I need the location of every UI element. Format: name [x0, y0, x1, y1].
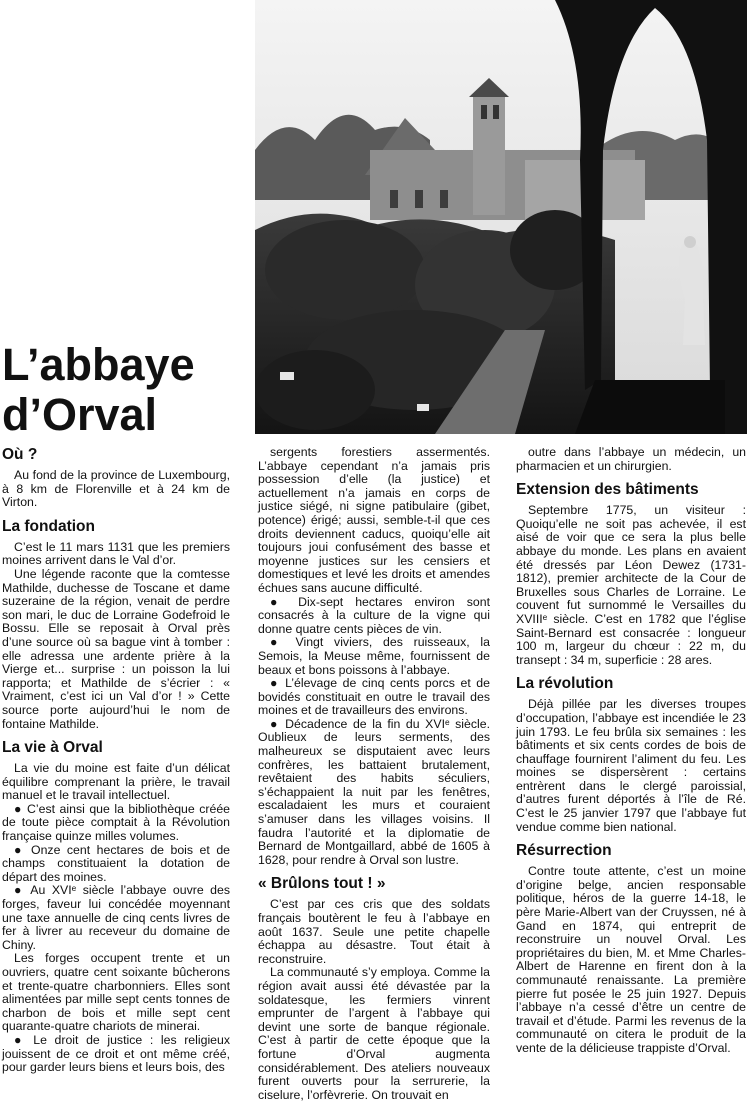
- paragraph: Contre toute attente, c’est un moine d’origine belge, ancien responsable politique, héros de la guerre 14-18, le père Marie-Albert van der Cruyssen, né à Gand en 1874, qui entreprit de reconstruire un nouvel Orval. Les propriétaires du bien, M. et Mme Charles-Albert de Harenne en firent don à la communauté renaissante. La première pierre fut posée le 25 juin 1927. Depuis l’abbaye n’a cessé d’être un centre de travail et d’étude. Parmi les revenus de la communauté on citera le produit de la vente de la délicieuse trappiste d’Orval.: [516, 864, 746, 1055]
- paragraph: Une légende raconte que la comtesse Mathilde, duchesse de Toscane et dame suzeraine de la région, venait de perdre son mari, le duc de Lorraine Godefroid le Bossu. Elle se reposait à Orval près d’une source où sa bague vint à tomber : elle adressa une ardente prière à la Vierge et... surprise : un poisson la lui rapporta; et Mathilde de s’écrier : « Vraiment, c’est ici un Val d’or ! » Cette source porte aujourd’hui le nom de fontaine Mathilde.: [2, 566, 230, 731]
- paragraph: ● Dix-sept hectares environ sont consacrés à la culture de la vigne qui donne quatre cents pièces de vin.: [258, 594, 490, 636]
- paragraph: ● C’est ainsi que la bibliothèque créée de toute pièce comptait à la Révolution française quinze milles volumes.: [2, 801, 230, 844]
- paragraph: La communauté s’y employa. Comme la région avait aussi été dévastée par la soldatesque, les fermiers vinrent emprunter de l’argent à l’abbaye qui devint une sorte de banque régionale. C’est à partir de cette époque que la fortune d’Orval augmenta considérablement. Des ateliers nouveaux furent ouverts pour la serrurerie, la ciselure, l’orfèvrerie. On trouvait en: [258, 965, 490, 1102]
- column-1: [2, 446, 230, 1075]
- paragraph: Septembre 1775, un visiteur : Quoiqu’elle ne soit pas achevée, il est aisé de voir que ce sera la plus belle abbaye du monde. Les plans en avaient été dressés par Léon Dewez (1731-1812), premier architecte de la Cour de Bruxelles sous Charles de Lorraine. Le couvent fut surnommé le Versailles du XVIIIᵉ siècle. C’est en 1782 que l’église Saint-Bernard est consacrée : longueur 100 m, largeur du chœur : 22 m, du transept : 34 m, superficie : 28 ares.: [516, 503, 746, 667]
- paragraph: outre dans l’abbaye un médecin, un pharmacien et un chirurgien.: [516, 445, 746, 473]
- section-heading: « Brûlons tout ! »: [258, 875, 386, 893]
- paragraph: ● Vingt viviers, des ruisseaux, la Semois, la Meuse même, fournissent de beaux et bons poissons à l’abbaye.: [258, 635, 490, 677]
- paragraph: Au fond de la province de Luxembourg, à 8 km de Florenville et à 24 km de Virton.: [2, 468, 230, 510]
- paragraph: ● Le droit de justice : les religieux jouissent de ce droit et ont même créé, pour garder leurs biens et leurs bois, des: [2, 1032, 230, 1075]
- paragraph: sergents forestiers assermentés. L’abbaye cependant n’a jamais pris possession d’elle (la justice) et actuellement n’a jamais en corps de justice siégé, ni signe patibulaire (gibet, potence) érigé; aussi, semble-t-il que ces droits deviennent caducs, quoiqu’elle ait toujours joui confusément des basse et moyenne justices sur les censiers et domestiques et levé les droits et amendes échues sans aucune difficulté.: [258, 445, 490, 595]
- paragraph: ● Onze cent hectares de bois et de champs constituaient la dotation de départ des moines.: [2, 842, 230, 884]
- paragraph: La vie du moine est faite d’un délicat équilibre comprenant la prière, le travail manuel et le travail intellectuel.: [2, 761, 230, 803]
- paragraph: ● Au XVIᵉ siècle l’abbaye ouvre des forges, faveur lui concédée moyennant une taxe annuelle de cinq cents livres de fer à livrer au receveur du domaine de Chiny.: [2, 883, 230, 952]
- paragraph: C’est par ces cris que des soldats français boutèrent le feu à l’abbaye en août 1637. Seule une petite chapelle échappa au désastre. Tout était à reconstruire.: [258, 897, 490, 966]
- article-title: L’abbaye d’Orval: [2, 339, 195, 440]
- section-heading: La vie à Orval: [2, 739, 103, 757]
- paragraph: ● L’élevage de cinq cents porcs et de bovidés constituait en outre le travail des moines et de travailleurs des environs.: [258, 676, 490, 718]
- paragraph: Déjà pillée par les diverses troupes d’occupation, l’abbaye est incendiée le 23 juin 1793. Le feu brûla six semaines : les bâtiments et six cents cordes de bois de chauffage fournirent l’aliment du feu. Les moines se dispersèrent : certains entrèrent dans le clergé paroissial, d’autres furent déportés à l’île de Ré. C’est le 25 janvier 1797 que l’abbaye fut vendue comme bien national.: [516, 697, 746, 834]
- paragraph: C’est le 11 mars 1131 que les premiers moines arrivent dans le Val d’or.: [2, 539, 230, 568]
- column-2: [258, 446, 490, 1102]
- section-heading: Où ?: [2, 446, 38, 463]
- abbey-photo: [255, 0, 747, 434]
- paragraph: Les forges occupent trente et un ouvriers, quatre cent soixante bûcherons et trente-quatre charbonniers. Elles sont alimentées par mille sept cents tonnes de charbon de bois et mille sept cent quarante-quatre chariots de minerai.: [2, 951, 230, 1034]
- section-heading: Résurrection: [516, 842, 612, 860]
- section-heading: Extension des bâtiments: [516, 481, 699, 499]
- section-heading: La fondation: [2, 517, 95, 535]
- section-heading: La révolution: [516, 675, 614, 693]
- column-3: [516, 446, 746, 1056]
- paragraph: ● Décadence de la fin du XVIᵉ siècle. Oublieux de leurs serments, des malheureux se disputaient avec leurs confrères, les battaient brutalement, revêtaient des habits séculiers, s’échappaient la nuit par les fenêtres, escaladaient les murs et couraient s’amuser dans les villages voisins. Il faudra l’autorité et la diplomatie de Bernard de Montgaillard, abbé de 1605 à 1628, pour rendre à Orval son lustre.: [258, 716, 490, 867]
